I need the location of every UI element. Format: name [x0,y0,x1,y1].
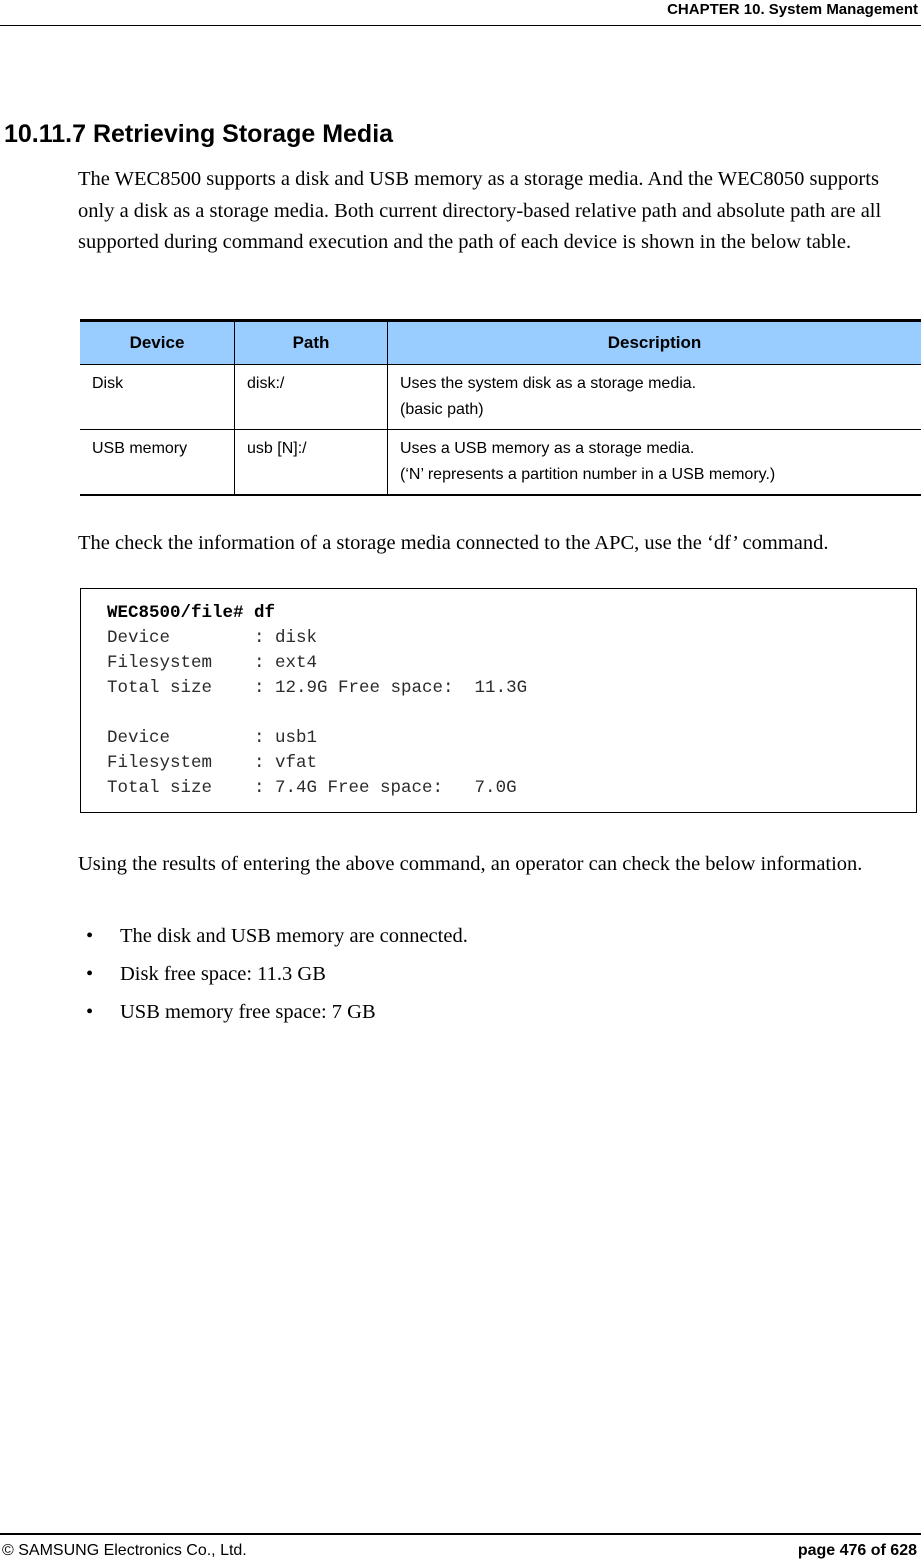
storage-media-table [80,319,921,496]
output-line: Total size : 7.4G Free space: 7.0G [107,778,517,798]
output-line: Total size : 12.9G Free space: 11.3G [107,678,528,698]
description-line: Uses the system disk as a storage media. [400,375,697,392]
bullet-text: The disk and USB memory are connected. [120,925,468,947]
description-cell [388,430,921,496]
command-prompt: WEC8500/file# df [107,603,276,623]
table-row [80,365,921,430]
device-cell: Disk [80,365,235,430]
column-header-device: Device [80,321,235,365]
description-note: (basic path) [400,401,484,418]
device-cell: USB memory [80,430,235,496]
bullet-text: USB memory free space: 7 GB [120,1001,376,1023]
output-line: Filesystem : vfat [107,753,318,773]
bullet-text: Disk free space: 11.3 GB [120,963,326,985]
description-note: (‘N’ represents a partition number in a USB memory.) [400,466,776,483]
column-header-description: Description [388,321,921,365]
intro-paragraph: The WEC8500 supports a disk and USB memory as a storage media. And the WEC8050 supports only a disk as a storage media. Both current directory-based relative path and absolute path are all supported during command execution and the path of each device is shown in the below table. [78,168,882,253]
header-rule [0,25,921,26]
table-row [80,430,921,496]
output-line [107,701,527,726]
column-header-path: Path [235,321,388,365]
command-output-box [80,588,917,813]
description-line: Uses a USB memory as a storage media. [400,440,695,457]
bullet-icon: • [86,963,94,985]
output-line: Device : disk [107,628,318,648]
df-command-paragraph: The check the information of a storage media connected to the APC, use the ‘df’ command. [78,532,829,554]
output-line: Device : usb1 [107,728,318,748]
description-cell [388,365,921,430]
chapter-title: CHAPTER 10. System Management [667,1,918,18]
section-heading: 10.11.7 Retrieving Storage Media [4,120,394,148]
table-header-row [80,321,921,365]
footer-copyright: © SAMSUNG Electronics Co., Ltd. [2,1542,247,1559]
path-cell: disk:/ [235,365,388,430]
results-paragraph: Using the results of entering the above command, an operator can check the below information. [78,853,863,875]
footer-rule [0,1533,921,1535]
bullet-icon: • [86,925,94,947]
output-line: Filesystem : ext4 [107,653,318,673]
bullet-icon: • [86,1001,94,1023]
footer-page-number: page 476 of 628 [797,1542,917,1559]
path-cell: usb [N]:/ [235,430,388,496]
